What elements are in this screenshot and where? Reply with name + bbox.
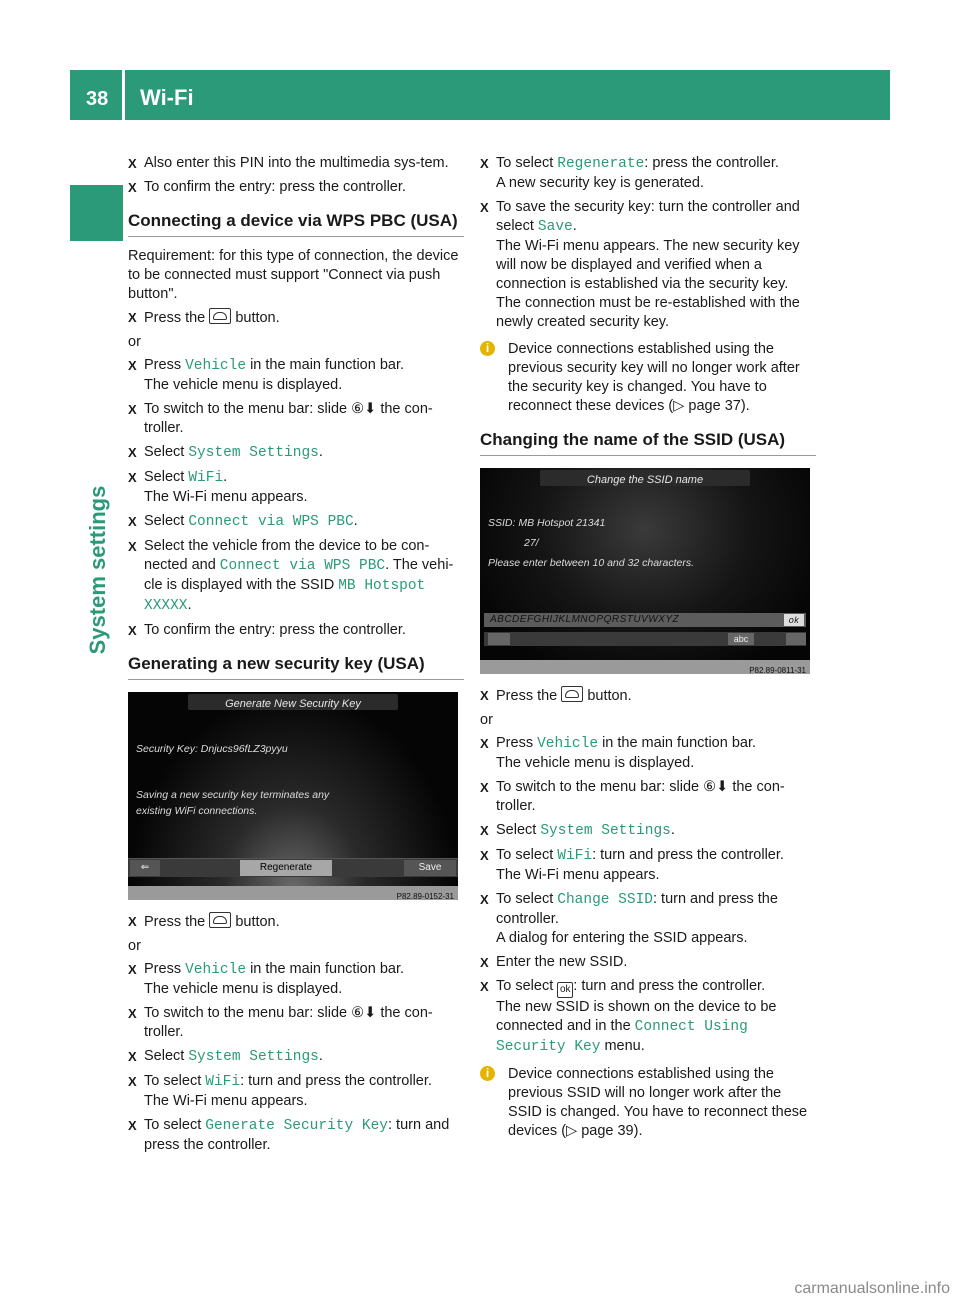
step: X To select WiFi: turn and press the controller. The Wi-Fi menu appears. bbox=[128, 1073, 432, 1109]
arrow-icon: X bbox=[128, 1049, 137, 1064]
screen-footer: P82.89-0811-31 bbox=[480, 660, 810, 674]
menu-term: WiFi bbox=[557, 848, 593, 864]
arrow-icon: X bbox=[480, 892, 489, 907]
menu-term: WiFi bbox=[205, 1074, 241, 1090]
menu-term: MB Hotspot XXXXX bbox=[144, 578, 426, 614]
section-heading: Connecting a device via WPS PBC (USA) bbox=[128, 211, 464, 237]
info-icon: i bbox=[480, 1066, 495, 1081]
arrow-icon: X bbox=[128, 1118, 137, 1133]
info-icon: i bbox=[480, 341, 495, 356]
step: X Select Connect via WPS PBC. bbox=[128, 513, 358, 530]
step: X To select Regenerate: press the controller. A new security key is generated. bbox=[480, 155, 779, 191]
arrow-icon: X bbox=[128, 623, 137, 638]
step: X To select ok : turn and press the controller. The new SSID is shown on the device to be connected and in the Connect Using Security Key menu. bbox=[480, 978, 777, 1055]
arrow-icon: X bbox=[128, 962, 137, 977]
screen-hint: Please enter between 10 and 32 characters. bbox=[488, 557, 695, 569]
menu-term: Connect via WPS PBC bbox=[188, 514, 354, 530]
keyboard-controls bbox=[484, 632, 806, 646]
step: X To confirm the entry: press the controller. bbox=[128, 622, 406, 638]
step: X Select System Settings. bbox=[128, 1048, 323, 1065]
ok-key[interactable]: ok bbox=[784, 614, 804, 626]
arrow-icon: X bbox=[480, 736, 489, 751]
section-heading: Changing the name of the SSID (USA) bbox=[480, 430, 816, 456]
step: X Press Vehicle in the main function bar. The vehicle menu is displayed. bbox=[128, 357, 405, 393]
ok-icon: ok bbox=[557, 982, 573, 998]
screen-warn: Saving a new security key terminates any bbox=[136, 789, 330, 801]
step: X Enter the new SSID. bbox=[480, 954, 628, 970]
page-number: 38 bbox=[86, 88, 109, 110]
section-heading: Generating a new security key (USA) bbox=[128, 654, 464, 680]
controller-slide-icon: ⑥⬇ bbox=[703, 779, 729, 795]
settings-key[interactable] bbox=[786, 633, 806, 645]
page-title: Wi-Fi bbox=[140, 85, 194, 110]
arrow-icon: X bbox=[480, 688, 489, 703]
arrow-icon: X bbox=[128, 470, 137, 485]
step: X To confirm the entry: press the controller. bbox=[128, 179, 406, 195]
screen-button-bar bbox=[128, 858, 458, 877]
character-bar[interactable]: ABCDEFGHIJKLMNOPQRSTUVWXYZ ok bbox=[484, 613, 806, 627]
screen-warn: existing WiFi connections. bbox=[136, 805, 258, 817]
step: X Select System Settings. bbox=[480, 822, 675, 839]
left-column bbox=[128, 154, 464, 1160]
arrow-icon: X bbox=[128, 310, 137, 325]
arrow-icon: X bbox=[128, 914, 137, 929]
back-key[interactable] bbox=[488, 633, 510, 645]
arrow-icon: X bbox=[128, 358, 137, 373]
watermark: carmanualsonline.info bbox=[794, 1280, 950, 1297]
screen-title: Generate New Security Key bbox=[225, 698, 361, 710]
controller-slide-icon: ⑥⬇ bbox=[351, 1005, 377, 1021]
right-column bbox=[480, 154, 816, 1151]
step: X Also enter this PIN into the multimedia sys-tem. bbox=[128, 155, 449, 171]
step: X To switch to the menu bar: slide ⑥⬇ the con-troller. bbox=[128, 1005, 433, 1040]
arrow-icon: X bbox=[480, 200, 489, 215]
menu-term: Vehicle bbox=[185, 962, 247, 978]
info-note: i Device connections established using the previous security key will no longer work after the security key is changed. You have to reconnect these devices (▷ page 37). bbox=[480, 340, 816, 416]
step: X To select WiFi: turn and press the controller. The Wi-Fi menu appears. bbox=[480, 847, 784, 883]
arrow-icon: X bbox=[128, 402, 137, 417]
step: X Press the button. bbox=[128, 914, 280, 930]
screen-ssid-text: SSID: MB Hotspot 21341 bbox=[488, 517, 606, 529]
step: X Select System Settings. bbox=[128, 444, 323, 461]
vehicle-button-icon bbox=[561, 686, 583, 702]
arrow-icon: X bbox=[128, 539, 137, 554]
step: X Select the vehicle from the device to be con-nected and Connect via WPS PBC. The vehi-cle is displayed with the SSID MB Hotspot XXXXX. bbox=[128, 538, 454, 614]
screenshot-generate-key bbox=[128, 692, 458, 900]
vehicle-button-icon bbox=[209, 912, 231, 928]
menu-term: Regenerate bbox=[557, 156, 645, 172]
menu-term: System Settings bbox=[188, 445, 319, 461]
menu-term: Change SSID bbox=[557, 892, 653, 908]
screen-key-text: Security Key: Dnjucs96fLZ3pyyu bbox=[136, 743, 288, 755]
step: X Press the button. bbox=[128, 310, 280, 326]
arrow-icon: X bbox=[480, 780, 489, 795]
regenerate-button[interactable]: Regenerate bbox=[240, 860, 332, 876]
arrow-icon: X bbox=[480, 156, 489, 171]
screen-title: Change the SSID name bbox=[586, 474, 704, 486]
menu-term: Generate Security Key bbox=[205, 1118, 388, 1134]
save-button[interactable]: Save bbox=[404, 860, 456, 876]
step: X To select Change SSID: turn and press the controller. A dialog for entering the SSID appears. bbox=[480, 891, 778, 946]
step: X Press the button. bbox=[480, 688, 632, 704]
menu-term: WiFi bbox=[188, 470, 224, 486]
back-button[interactable]: ⇐ bbox=[130, 860, 160, 876]
step: X To save the security key: turn the controller and select Save. The Wi-Fi menu appears. The new security key will now be displayed and verified when a connection is established via the security key. The connection must be re-established with the newly created security key. bbox=[480, 199, 800, 330]
arrow-icon: X bbox=[480, 979, 489, 994]
arrow-icon: X bbox=[128, 445, 137, 460]
arrow-icon: X bbox=[128, 180, 137, 195]
or-text: or bbox=[128, 938, 141, 954]
arrow-icon: X bbox=[128, 156, 137, 171]
abc-key[interactable]: abc bbox=[728, 633, 754, 645]
vehicle-button-icon bbox=[209, 308, 231, 324]
step: X To switch to the menu bar: slide ⑥⬇ the con-troller. bbox=[128, 401, 433, 436]
step: X Press Vehicle in the main function bar. The vehicle menu is displayed. bbox=[128, 961, 405, 997]
menu-term: System Settings bbox=[188, 1049, 319, 1065]
step: X To switch to the menu bar: slide ⑥⬇ the con-troller. bbox=[480, 779, 785, 814]
screenshot-change-ssid bbox=[480, 468, 810, 674]
screen-char-count: 27/ bbox=[524, 537, 539, 549]
requirement-text: Requirement: for this type of connection, the device to be connected must support "Connect via push button". bbox=[128, 248, 459, 302]
or-text: or bbox=[480, 712, 493, 728]
arrow-icon: X bbox=[480, 848, 489, 863]
arrow-icon: X bbox=[128, 514, 137, 529]
menu-term: Connect via WPS PBC bbox=[219, 558, 386, 574]
menu-term: System Settings bbox=[540, 823, 671, 839]
info-note: i Device connections established using the previous SSID will no longer work after the SSID is changed. You have to reconnect these devices (▷ page 39). bbox=[480, 1065, 816, 1141]
arrow-icon: X bbox=[128, 1006, 137, 1021]
controller-slide-icon: ⑥⬇ bbox=[351, 401, 377, 417]
menu-term: Connect Using Security Key bbox=[496, 1019, 748, 1055]
step: X To select Generate Security Key: turn and press the controller. bbox=[128, 1117, 450, 1153]
step: X Press Vehicle in the main function bar. The vehicle menu is displayed. bbox=[480, 735, 757, 771]
menu-term: Vehicle bbox=[537, 736, 599, 752]
step: X Select WiFi. The Wi-Fi menu appears. bbox=[128, 469, 308, 505]
screen-footer: P82.89-0152-31 bbox=[128, 886, 458, 900]
arrow-icon: X bbox=[480, 823, 489, 838]
arrow-icon: X bbox=[480, 955, 489, 970]
side-tab-block bbox=[70, 185, 123, 241]
arrow-icon: X bbox=[128, 1074, 137, 1089]
or-text: or bbox=[128, 334, 141, 350]
side-label: System settings bbox=[85, 485, 110, 655]
menu-term: Save bbox=[537, 219, 573, 235]
menu-term: Vehicle bbox=[185, 358, 247, 374]
